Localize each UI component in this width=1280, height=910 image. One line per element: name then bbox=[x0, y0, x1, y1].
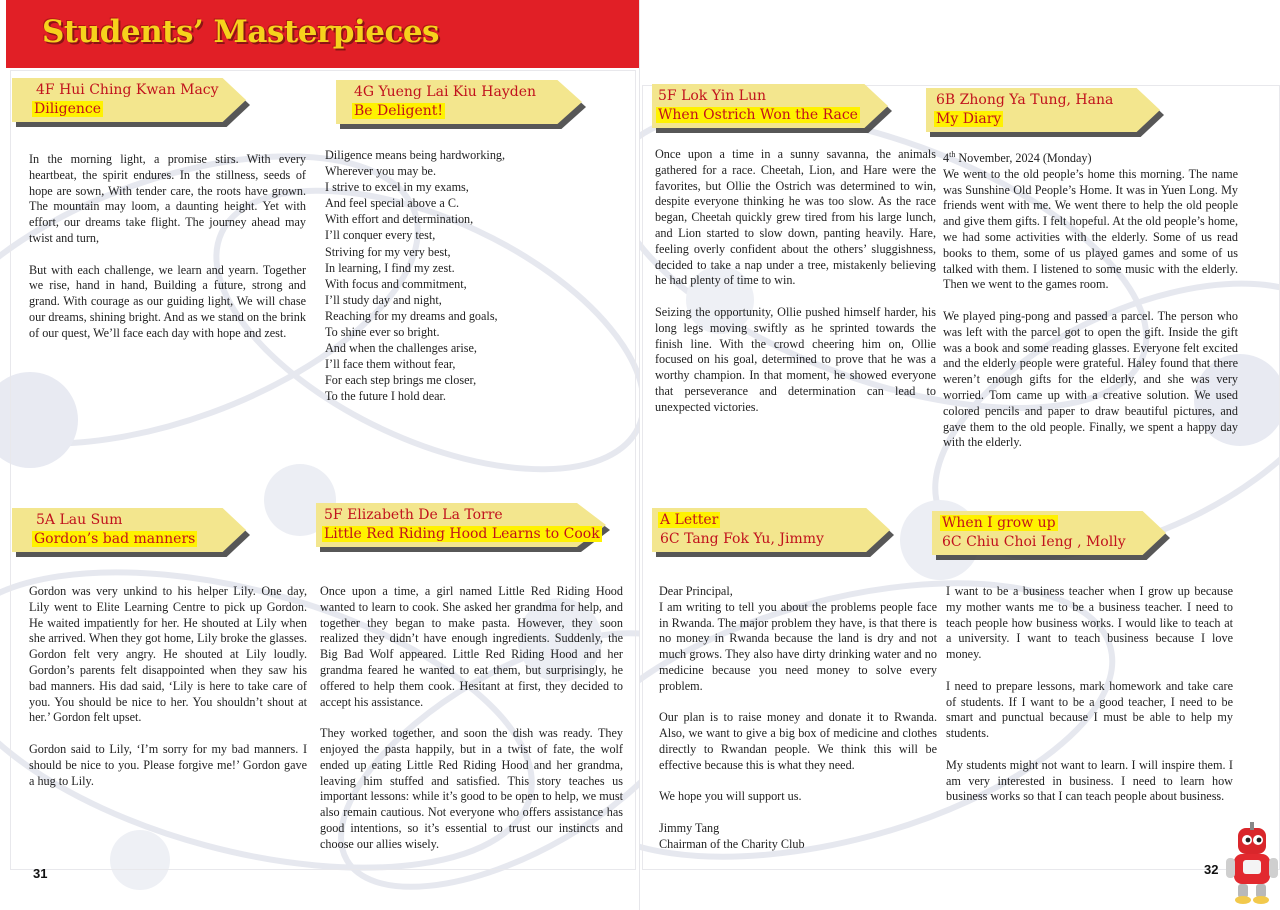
article-title: When I grow up bbox=[942, 515, 1056, 531]
letter-salutation: Dear Principal, bbox=[659, 584, 733, 598]
paragraph: Our plan is to raise money and donate it to Rwanda. Also, we want to give a big box of medicine and clothes directly to Rwandan people. We think this will be effective because this is what they need. bbox=[659, 710, 937, 772]
article-author: 4F Hui Ching Kwan Macy bbox=[36, 82, 219, 98]
poem-line: Striving for my very best, bbox=[325, 244, 451, 259]
article-author: 4G Yueng Lai Kiu Hayden bbox=[354, 84, 536, 100]
article-body-a-letter bbox=[659, 584, 937, 853]
article-tag-gordons-bad-manners bbox=[12, 508, 246, 552]
poem-line: With effort and determination, bbox=[325, 212, 474, 227]
article-tag-little-red-riding-hood bbox=[316, 503, 606, 547]
paragraph: I am writing to tell you about the problems people face in Rwanda. The major problem they have, is that there is no money in Rwanda because the land is dry and not much grows. They also have dirty drinking water and no medicine because you need money to solve every problem. bbox=[659, 599, 937, 693]
article-tag-my-diary bbox=[926, 88, 1160, 132]
poem-line: Wherever you may be. bbox=[325, 164, 436, 179]
paragraph: Gordon was very unkind to his helper Lily. One day, Lily went to Elite Learning Centre to pick up Gordon. He waited impatiently for her. He shouted at Lily when she arrived. When they got home, Lily broke the glasses. Gordon felt very angry. He shouted at Lily loudly. Gordon’s parents felt disappointed when they saw his bad manners. His dad said, ‘Lily is here to take care of you. You should be nice to her. You shouldn’t shout at her.’ Gordon felt upset. bbox=[29, 584, 307, 725]
article-tag-when-i-grow-up bbox=[932, 511, 1166, 555]
signature-name: Jimmy Tang bbox=[659, 820, 720, 835]
paragraph: In the morning light, a promise stirs. With every heartbeat, the spirit endures. In the stillness, seeds of hope are sown, With tender care, the roots have grown. The mountain may loom, a daunting height. Yet with effort, our dreams take flight. The journey ahead may twist and turn, bbox=[29, 152, 306, 245]
paragraph: Once upon a time in a sunny savanna, the animals gathered for a race. Cheetah, Lion, and Hare were the favorites, but Ollie the Ostrich was determined to win, despite everyone thinking he was too slow. As the race began, Cheetah quickly grew tired from his large lunch, and Lion started to slow down, panting heavily. Hare, feeling overly confident about the others’ sluggishness, decided to take a nap under a tree, mistakenly believing he had plenty of time to win. bbox=[655, 147, 936, 288]
page-number: 32 bbox=[1204, 862, 1219, 877]
poem-line: In learning, I find my zest. bbox=[325, 260, 455, 275]
poem-line: With focus and commitment, bbox=[325, 276, 467, 291]
article-tag-a-letter bbox=[652, 508, 890, 552]
article-body-ostrich bbox=[655, 147, 936, 416]
poem-line: To the future I hold dear. bbox=[325, 389, 446, 404]
article-title: My Diary bbox=[936, 111, 1002, 127]
article-author: 5F Lok Yin Lun bbox=[658, 88, 767, 104]
article-tag-ostrich bbox=[652, 84, 888, 128]
article-title: Diligence bbox=[34, 101, 102, 117]
paragraph: We went to the old people’s home this morning. The name was Sunshine Old People’s Home. It was in Yuen Long. My friends went with me. We went there to help the old people and give them gifts. I felt hopeful. At the old people’s home, we had some activities with the elderly. Some of us read books to them, some of us played games and some of us talked with them. I listened to some music with the elderly. Then we went to the games room. bbox=[943, 166, 1238, 292]
poem-line: To shine ever so bright. bbox=[325, 325, 440, 340]
article-author: 6B Zhong Ya Tung, Hana bbox=[936, 92, 1114, 108]
paragraph: But with each challenge, we learn and yearn. Together we rise, hand in hand, Building a future, strong and grand. With courage as our guiding light, We will chase our dreams, shining bright. And as we stand on the brink of our quest, We’ll face each day with hope and zest. bbox=[29, 262, 306, 340]
poem-line: I’ll study day and night, bbox=[325, 292, 442, 307]
paragraph: Seizing the opportunity, Ollie pushed himself harder, his long legs moving swiftly as he sprinted towards the finish line. With the crowd cheering him on, Ollie focused on his goal, determined to prove that he was a worthy champion. In that moment, he showed everyone that perseverance and determination can lead to unexpected victories. bbox=[655, 304, 936, 414]
poem-line: I strive to excel in my exams, bbox=[325, 180, 469, 195]
article-body-when-i-grow-up bbox=[946, 584, 1233, 805]
title-banner bbox=[6, 0, 640, 68]
article-body-gordons-bad-manners bbox=[29, 584, 307, 805]
poem-line: For each step brings me closer, bbox=[325, 373, 477, 388]
paragraph: We played ping-pong and passed a parcel. The person who was left with the parcel got to open the gift. Inside the gift was a book and some reading glasses. Everyone felt excited and the elderly people were grateful. Haley found that there weren’t enough gifts for the elderly, and she was very worried. Tom came up with a creative solution. We used colored pencils and paper to draw beautiful pictures, and gave them to the old people. Finally, we spent a happy day with the elderly. bbox=[943, 309, 1238, 450]
article-body-little-red-riding-hood bbox=[320, 584, 623, 853]
diary-date: 4th November, 2024 (Monday) bbox=[943, 150, 1092, 166]
article-body-diligence bbox=[29, 152, 306, 357]
article-author: 6C Chiu Choi Ieng , Molly bbox=[942, 534, 1126, 550]
poem-line: Reaching for my dreams and goals, bbox=[325, 308, 498, 323]
article-tag-be-deligent bbox=[336, 80, 582, 124]
signature-role: Chairman of the Charity Club bbox=[659, 836, 805, 851]
article-author: 5F Elizabeth De La Torre bbox=[324, 507, 503, 523]
poem-line: Diligence means being hardworking, bbox=[325, 148, 506, 162]
article-author: 5A Lau Sum bbox=[36, 512, 123, 528]
mascot-robot-icon bbox=[1224, 822, 1280, 904]
paragraph: Gordon said to Lily, ‘I’m sorry for my bad manners. I should be nice to you. Please forgive me!’ Gordon gave a hug to Lily. bbox=[29, 741, 307, 788]
right-page bbox=[640, 0, 1280, 910]
page-number: 31 bbox=[33, 866, 48, 881]
article-author: 6C Tang Fok Yu, Jimmy bbox=[660, 531, 824, 547]
poem-line: I’ll face them without fear, bbox=[325, 357, 456, 372]
paragraph: I need to prepare lessons, mark homework and take care of students. If I want to be a good teacher, I need to be smart and punctual because I must be able to help my students. bbox=[946, 678, 1233, 741]
paragraph: We hope you will support us. bbox=[659, 789, 802, 804]
article-title: When Ostrich Won the Race bbox=[658, 107, 858, 123]
poem-line: And feel special above a C. bbox=[325, 196, 460, 211]
article-title: Gordon’s bad manners bbox=[34, 531, 196, 547]
article-title: Be Deligent! bbox=[354, 103, 444, 119]
paragraph: I want to be a business teacher when I grow up because my mother wants me to be a business teacher. I need to teach people how business works. I would like to teach at a university. I want to teach business because I love money. bbox=[946, 584, 1233, 662]
paragraph: Once upon a time, a girl named Little Red Riding Hood wanted to learn to cook. She asked her grandma for help, and together they began to make pasta. However, they soon realized they didn’t have enough ingredients. Suddenly, the Big Bad Wolf appeared. Little Red Riding Hood and her grandma feared he wanted to eat them, but surprisingly, he offered to help them cook. Hesitant at first, they decided to accept his assistance. bbox=[320, 584, 623, 709]
poem-line: I’ll conquer every test, bbox=[325, 228, 436, 243]
paragraph: They worked together, and soon the dish was ready. They enjoyed the pasta happily, but in a twist of fate, the wolf ended up eating Little Red Riding Hood and her grandma, leaving him stuffed and satisfied. This story teaches us important lessons: while it’s good to be open to help, we must also remain cautious. Not everyone who offers assistance has good intentions, so it’s essential to trust our instincts and choose our allies wisely. bbox=[320, 726, 623, 851]
article-tag-diligence bbox=[12, 78, 246, 122]
poem-line: And when the challenges arise, bbox=[325, 341, 477, 356]
article-body-my-diary bbox=[943, 147, 1238, 451]
poem-be-deligent bbox=[325, 147, 625, 405]
article-title: Little Red Riding Hood Learns to Cook bbox=[324, 526, 600, 542]
article-title: A Letter bbox=[660, 512, 719, 528]
page-title: Students’ Masterpieces bbox=[42, 14, 439, 50]
paragraph: My students might not want to learn. I will inspire them. I am very interested in business. I need to learn how business works so that I can teach people about business. bbox=[946, 757, 1233, 804]
